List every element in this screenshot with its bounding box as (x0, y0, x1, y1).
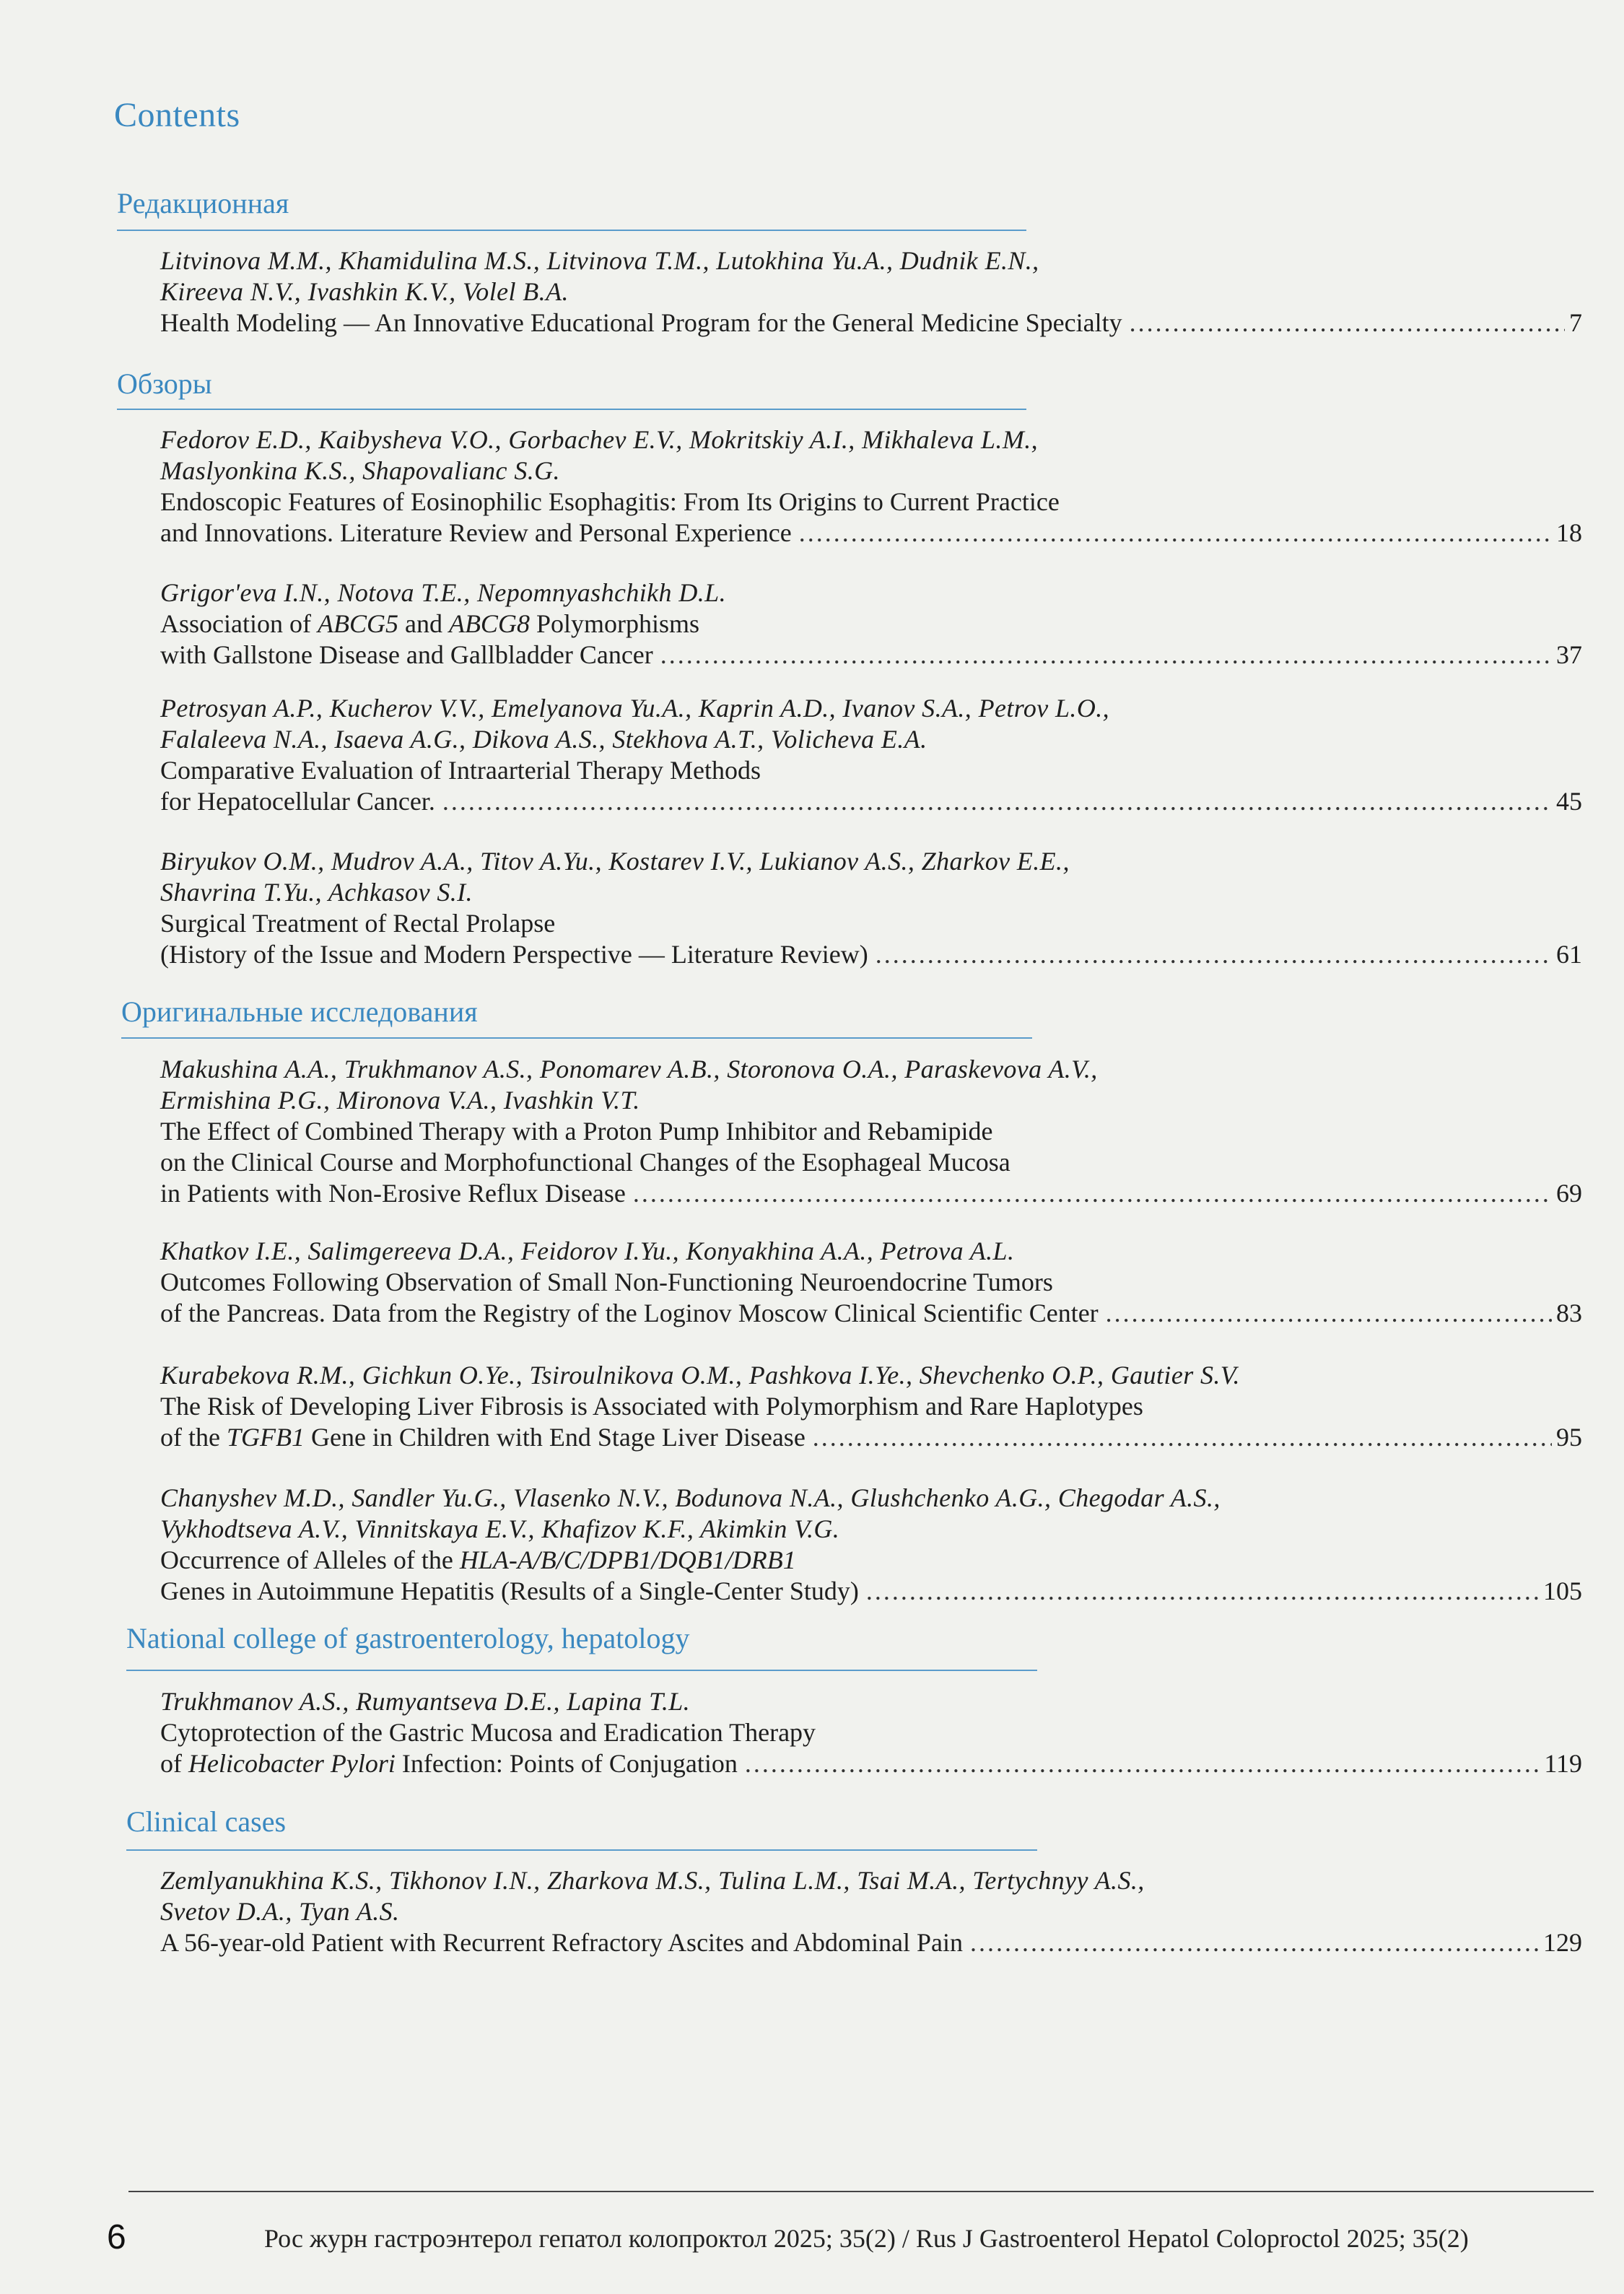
entry-title-text: of the TGFB1 Gene in Children with End Stage Liver Disease (160, 1423, 806, 1452)
entry-page-number: 37 (1556, 640, 1582, 669)
entry-authors: Petrosyan A.P., Kucherov V.V., Emelyanova Yu.A., Kaprin A.D., Ivanov S.A., Petrov L.O., (160, 694, 1110, 723)
section-heading: Редакционная (117, 187, 289, 219)
entry-authors: Falaleeva N.A., Isaeva A.G., Dikova A.S., Stekhova A.T., Volicheva E.A. (160, 725, 927, 754)
entry-authors: Chanyshev M.D., Sandler Yu.G., Vlasenko N.V., Bodunova N.A., Glushchenko A.G., Chegodar A.S., (160, 1483, 1221, 1512)
entry-title: Occurrence of Alleles of the HLA-A/B/C/DPB1/DQB1/DRB1 (160, 1545, 796, 1574)
entry-title (160, 308, 1582, 339)
toc-entry[interactable] (160, 1483, 1582, 1607)
entry-page-number: 69 (1556, 1179, 1582, 1208)
toc-entry[interactable] (160, 846, 1582, 970)
entry-title: Association of ABCG5 and ABCG8 Polymorphisms (160, 609, 699, 638)
leader-dots (799, 518, 1552, 549)
entry-page-number: 129 (1543, 1928, 1582, 1957)
entry-title-text: with Gallstone Disease and Gallbladder Cancer (160, 640, 653, 669)
leader-dots (813, 1422, 1552, 1453)
entry-title (160, 1422, 1582, 1453)
page-number: 6 (107, 2218, 126, 2256)
toc-entry[interactable] (160, 245, 1582, 339)
leader-dots (876, 939, 1552, 970)
entry-title-text: Health Modeling — An Innovative Educational Program for the General Medicine Specialty (160, 308, 1122, 337)
entry-title: Outcomes Following Observation of Small Non-Functioning Neuroendocrine Tumors (160, 1268, 1053, 1296)
section-rule (117, 409, 1026, 410)
entry-page-number: 95 (1556, 1423, 1582, 1452)
toc-entry[interactable] (160, 1054, 1582, 1209)
toc-entry[interactable] (160, 1360, 1582, 1453)
entry-authors: Ermishina P.G., Mironova V.A., Ivashkin V.T. (160, 1086, 640, 1115)
entry-title-text: A 56-year-old Patient with Recurrent Refractory Ascites and Abdominal Pain (160, 1928, 964, 1957)
toc-entry[interactable] (160, 1865, 1582, 1958)
entry-authors: Makushina A.A., Trukhmanov A.S., Ponomarev A.B., Storonova O.A., Paraskevova A.V., (160, 1055, 1098, 1083)
leader-dots (866, 1576, 1539, 1607)
entry-title (160, 1927, 1582, 1958)
entry-title: The Effect of Combined Therapy with a Proton Pump Inhibitor and Rebamipide (160, 1117, 993, 1146)
entry-title-text: (History of the Issue and Modern Perspective — Literature Review) (160, 940, 868, 969)
toc-entry[interactable] (160, 577, 1582, 671)
entry-authors: Kireeva N.V., Ivashkin K.V., Volel B.A. (160, 277, 569, 306)
toc-entry[interactable] (160, 1236, 1582, 1329)
entry-page-number: 7 (1569, 308, 1582, 337)
leader-dots (660, 640, 1552, 671)
entry-title (160, 518, 1582, 549)
entry-authors: Svetov D.A., Tyan A.S. (160, 1897, 400, 1926)
entry-title (160, 1576, 1582, 1607)
entry-title-text: for Hepatocellular Cancer. (160, 787, 435, 816)
entry-authors: Shavrina T.Yu., Achkasov S.I. (160, 878, 473, 907)
entry-title: Comparative Evaluation of Intraarterial Therapy Methods (160, 756, 761, 785)
toc-entry[interactable] (160, 424, 1582, 549)
leader-dots (633, 1178, 1552, 1209)
entry-authors: Zemlyanukhina K.S., Tikhonov I.N., Zharkova M.S., Tulina L.M., Tsai M.A., Tertychnyy A.S., (160, 1866, 1145, 1895)
entry-title (160, 1178, 1582, 1209)
entry-title: The Risk of Developing Liver Fibrosis is Associated with Polymorphism and Rare Haplotypes (160, 1392, 1143, 1421)
entry-title: Endoscopic Features of Eosinophilic Esophagitis: From Its Origins to Current Practice (160, 487, 1060, 516)
leader-dots (1106, 1298, 1552, 1329)
entry-authors: Khatkov I.E., Salimgereeva D.A., Feidorov I.Yu., Konyakhina A.A., Petrova A.L. (160, 1237, 1015, 1265)
entry-page-number: 61 (1556, 940, 1582, 969)
entry-title (160, 1298, 1582, 1329)
footer-divider (128, 2191, 1594, 2192)
section-heading: National college of gastroenterology, hepatology (126, 1622, 690, 1654)
leader-dots (1130, 308, 1565, 339)
entry-title: Cytoprotection of the Gastric Mucosa and Eradication Therapy (160, 1718, 816, 1747)
entry-title: on the Clinical Course and Morphofunctional Changes of the Esophageal Mucosa (160, 1148, 1010, 1177)
entry-title (160, 786, 1582, 817)
leader-dots (745, 1748, 1540, 1779)
entry-authors: Vykhodtseva A.V., Vinnitskaya E.V., Khafizov K.F., Akimkin V.G. (160, 1514, 840, 1543)
section-heading: Оригинальные исследования (121, 995, 478, 1028)
entry-title-text: Genes in Autoimmune Hepatitis (Results of a Single-Center Study) (160, 1576, 859, 1605)
section-rule (121, 1037, 1032, 1039)
section-rule (126, 1670, 1037, 1671)
leader-dots (970, 1927, 1539, 1958)
section-heading: Clinical cases (126, 1805, 287, 1838)
entry-page-number: 105 (1543, 1576, 1582, 1605)
section-rule (126, 1849, 1037, 1851)
entry-title-text: and Innovations. Literature Review and Personal Experience (160, 518, 792, 547)
entry-page-number: 83 (1556, 1299, 1582, 1327)
toc-entry[interactable] (160, 693, 1582, 817)
entry-authors: Trukhmanov A.S., Rumyantseva D.E., Lapina T.L. (160, 1687, 691, 1716)
entry-title (160, 939, 1582, 970)
leader-dots (442, 786, 1552, 817)
entry-authors: Biryukov O.M., Mudrov A.A., Titov A.Yu., Kostarev I.V., Lukianov A.S., Zharkov E.E., (160, 847, 1070, 876)
entry-authors: Maslyonkina K.S., Shapovalianc S.G. (160, 456, 560, 485)
entry-title-text: in Patients with Non-Erosive Reflux Disease (160, 1179, 626, 1208)
entry-title-text: of the Pancreas. Data from the Registry of the Loginov Moscow Clinical Scientific Center (160, 1299, 1099, 1327)
running-footer: Рос журн гастроэнтерол гепатол колопроктол 2025; 35(2) / Rus J Gastroenterol Hepatol Coloproctol 2025; 35(2) (264, 2224, 1469, 2253)
entry-page-number: 18 (1556, 518, 1582, 547)
entry-title-text: of Helicobacter Pylori Infection: Points of Conjugation (160, 1749, 738, 1778)
entry-authors: Kurabekova R.M., Gichkun O.Ye., Tsiroulnikova O.M., Pashkova I.Ye., Shevchenko O.P., Gautier S.V. (160, 1361, 1240, 1390)
entry-title: Surgical Treatment of Rectal Prolapse (160, 909, 556, 938)
entry-page-number: 45 (1556, 787, 1582, 816)
entry-page-number: 119 (1544, 1749, 1582, 1778)
section-rule (117, 230, 1026, 231)
contents-title: Contents (114, 96, 240, 134)
toc-entry[interactable] (160, 1686, 1582, 1779)
entry-authors: Grigor'eva I.N., Notova T.E., Nepomnyashchikh D.L. (160, 578, 726, 607)
section-heading: Обзоры (117, 367, 212, 400)
entry-title (160, 640, 1582, 671)
entry-authors: Litvinova M.M., Khamidulina M.S., Litvinova T.M., Lutokhina Yu.A., Dudnik E.N., (160, 246, 1039, 275)
entry-title (160, 1748, 1582, 1779)
entry-authors: Fedorov E.D., Kaibysheva V.O., Gorbachev E.V., Mokritskiy A.I., Mikhaleva L.M., (160, 425, 1039, 454)
